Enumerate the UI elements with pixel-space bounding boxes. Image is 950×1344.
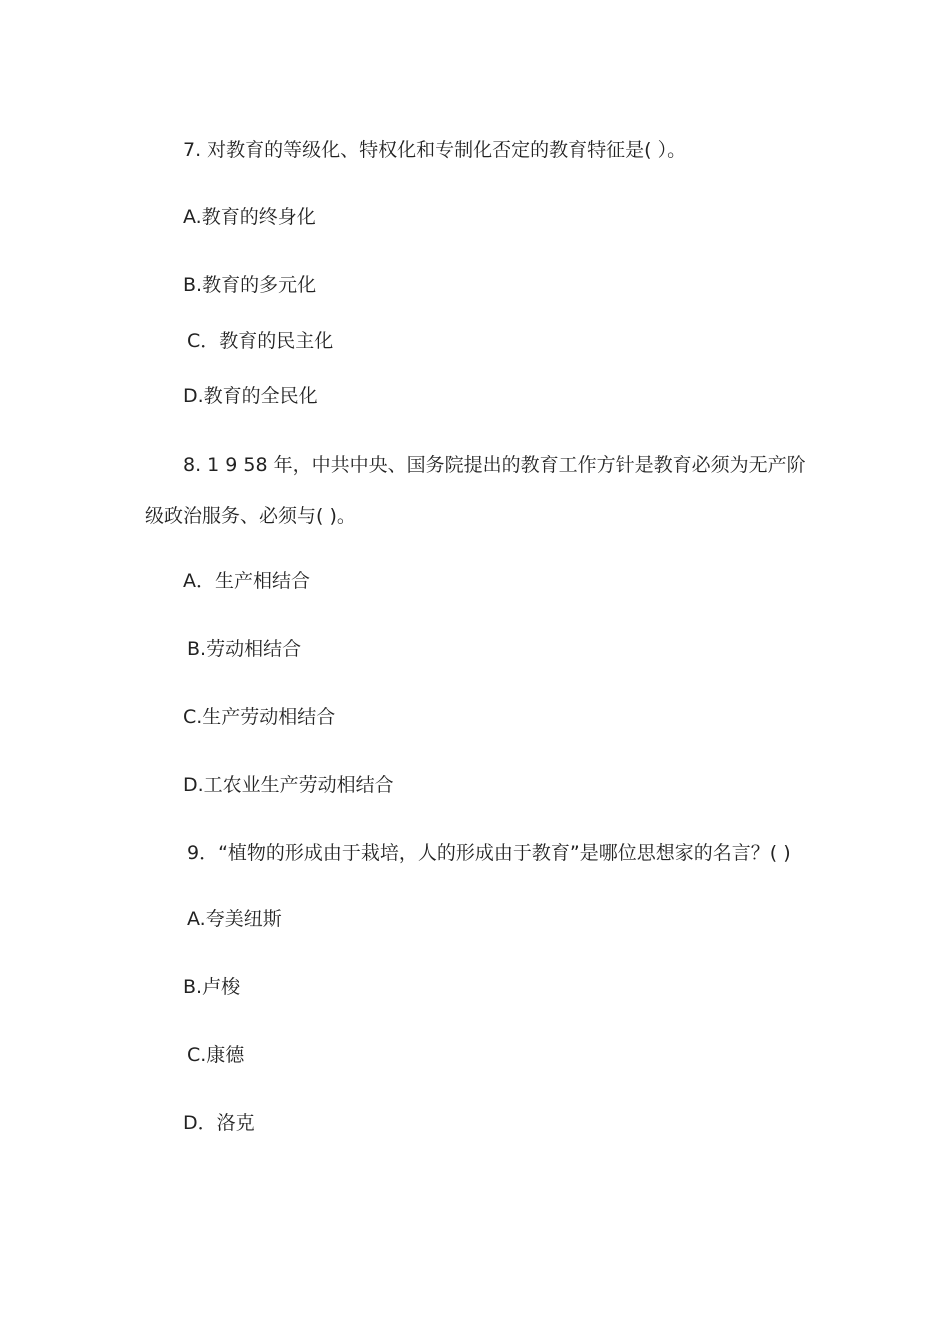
question-9-option-c: C.康德 bbox=[187, 1044, 245, 1066]
question-8-option-c: C.生产劳动相结合 bbox=[183, 706, 336, 728]
question-8-option-d: D.工农业生产劳动相结合 bbox=[183, 774, 394, 796]
question-9-option-a: A.夸美纽斯 bbox=[187, 908, 282, 930]
question-7-option-a: A.教育的终身化 bbox=[183, 206, 316, 228]
question-8-text-line-1: 8. 1 9 58 年，中共中央、国务院提出的教育工作方针是教育必须为无产阶 bbox=[183, 454, 806, 476]
question-9-text: 9．“植物的形成由于栽培，人的形成由于教育”是哪位思想家的名言？( ) bbox=[187, 842, 791, 864]
question-9-option-d: D．洛克 bbox=[183, 1112, 255, 1134]
question-7-option-c: C．教育的民主化 bbox=[187, 330, 334, 352]
question-8-option-a: A．生产相结合 bbox=[183, 570, 310, 592]
question-7-text: 7. 对教育的等级化、特权化和专制化否定的教育特征是( ）。 bbox=[183, 139, 687, 161]
question-8-text-line-2: 级政治服务、必须与( )。 bbox=[145, 505, 356, 527]
question-7-option-d: D.教育的全民化 bbox=[183, 385, 318, 407]
question-7-option-b: B.教育的多元化 bbox=[183, 274, 317, 296]
question-8-option-b: B.劳动相结合 bbox=[187, 638, 302, 660]
question-9-option-b: B.卢梭 bbox=[183, 976, 241, 998]
